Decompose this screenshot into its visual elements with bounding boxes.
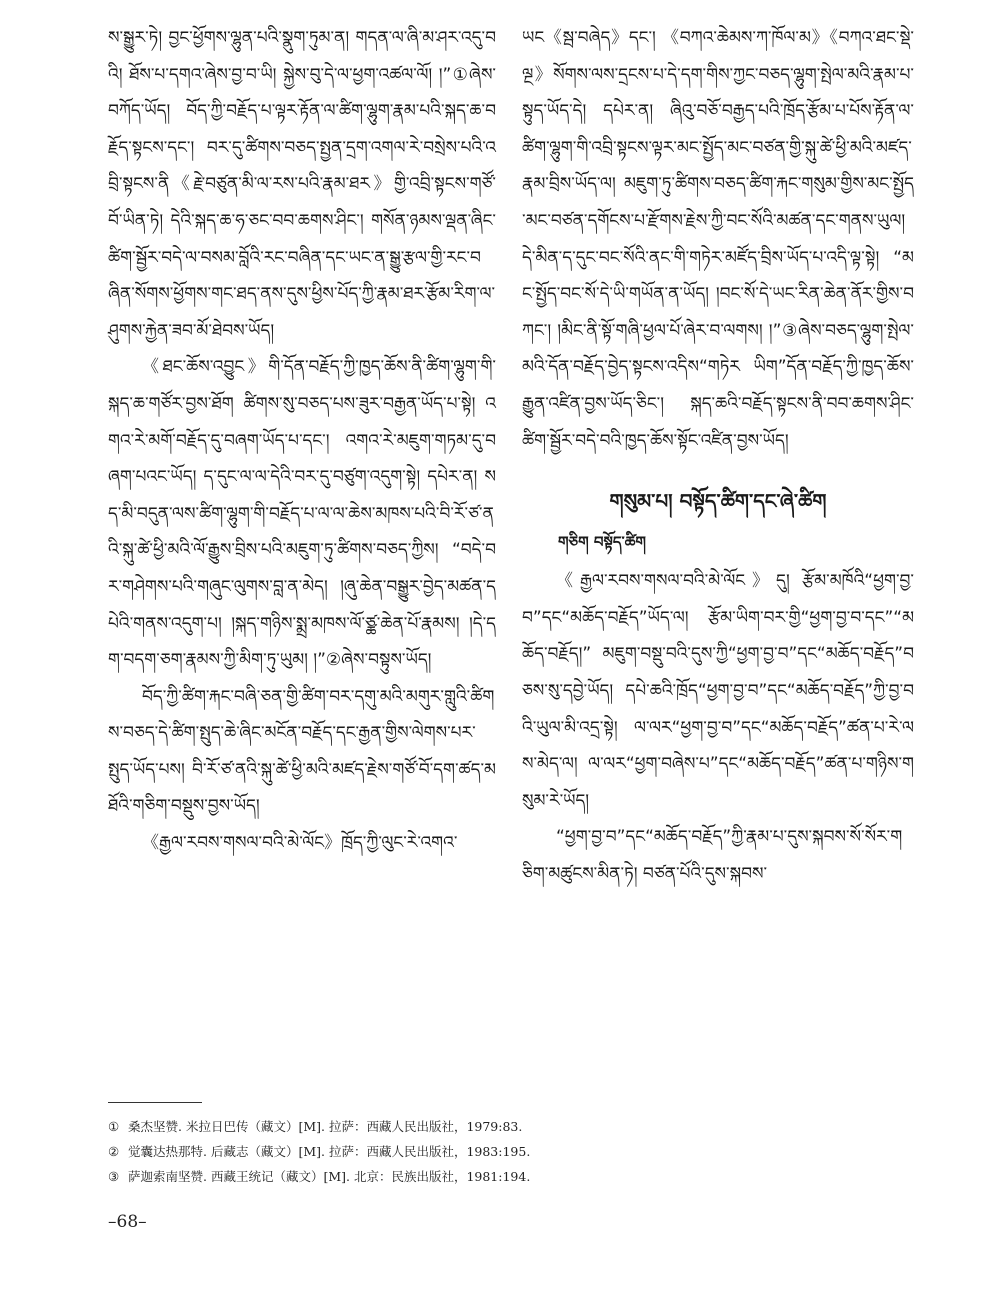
footnote-number: ③ xyxy=(108,1169,120,1184)
footnote xyxy=(108,1114,908,1139)
body-paragraph: བོད་ཀྱི་ཚིག་རྐང་བཞི་ཅན་གྱི་ཚིག་བར་དགུ་མའི་མགུར་གླུའི་ཚིགས་བཅད་དེ་ཚིག་སྤུད་ཆེ་ཞིང་མངོན་བརྗོད་དང་རྒྱན་གྱིས་ལེགས་པར་སྤུད་ཡོད་པས། བི་རོ་ཙ་ནའི་སྐུ་ཚེ་ཕྱི་མའི་མཛད་རྗེས་གཙོ་བོ་དག་ཚད་མཐོའི་གཅིག་བསྡུས་བྱས་ཡོད། xyxy=(108,686,496,817)
page-number: –68– xyxy=(108,1212,147,1232)
body-paragraph: “ཕྱག་བྱ་བ”དང“མཆོད་བརྗོད”ཀྱི་རྣམ་པ་དུས་སྐབས་སོ་སོར་གཅིག་མཚུངས་མིན་ཏེ། བཙན་པོའི་དུས་སྐབས་ xyxy=(522,827,903,884)
body-paragraph: 《རྒྱལ་རབས་གསལ་བའི་མེ་ལོང》ཁྲོད་ཀྱི་ལུང་རེ་འགའ་ xyxy=(142,833,458,854)
body-paragraph: 《རྒྱལ་རབས་གསལ་བའི་མེ་ལོང》དུ། རྩོམ་མཁོའི“ཕྱག་བྱ་བ”དང“མཆོད་བརྗོད”ཡོད་ལ། རྩོམ་ཡིག་བར་གྱི“ཕྱག་བྱ་བ་དང”“མཆོད་བརྗོད།” མཇུག་བསྡུ་བའི་དུས་ཀྱི“ཕྱག་བྱ་བ”དང“མཆོད་བརྗོད”བཅས་སུ་དབྱེ་ཡོད། དཔེ་ཆའི་ཁྲོད“ཕྱག་བྱ་བ”དང“མཆོད་བརྗོད”ཀྱི་བྱ་བའི་ཡུལ་མི་འདྲ་སྟེ། ལ་ལར“ཕྱག་བྱ་བ”དང“མཆོད་བརྗོད”ཚན་པ་རེ་ལས་མེད་ལ། ལ་ལར“ཕྱག་བཞེས་པ”དང“མཆོད་བརྗོད”ཚན་པ་གཉིས་གསུམ་རེ་ཡོད། xyxy=(522,571,914,811)
footnote-number: ① xyxy=(108,1119,120,1134)
footnotes xyxy=(108,1114,908,1189)
body-paragraph: ཡང《སྦ་བཞེད》དང་། 《བཀའ་ཆེམས་ཀ་ཁོལ་མ》《བཀའ་ཐང་སྡེ་ལྔ》སོགས་ལས་དྲངས་པ་དེ་དག་གིས་ཀྱང་བཅད་ལྷུག་སྤེལ་མའི་རྣམ་པ་སྟུད་ཡོད་དེ། དཔེར་ན། ཞིའུ་བཅོ་བརྒྱད་པའི་ཁྲོད་རྩོམ་པ་པོས་རྟོན་ལ་ཚིག་ལྷུག་གི་འབྲི་སྟངས་ལྟར་མང་སྤྱོད་མང་བཙན་གྱི་སྐུ་ཚེ་ཕྱི་མའི་མཛད་རྣམ་བྲིས་ཡོད་ལ། མཇུག་ཏུ་ཚིགས་བཅད་ཚིག་རྐང་གསུམ་གྱིས་མང་སྤྱོད་མང་བཙན་དགོངས་པ་རྫོགས་རྗེས་ཀྱི་བང་སོའི་མཚན་དང་གནས་ཡུལ། དེ་མིན་ད་དུང་བང་སོའི་ནང་གི་གཏེར་མཛོད་བྲིས་ཡོད་པ་འདི་ལྟ་སྟེ། “མང་སྤྱོད་བང་སོ་དེ་ཡི་གཡོན་ན་ཡོད། །བང་སོ་དེ་ཡང་རིན་ཆེན་ནོར་གྱིས་བཀང་། །མིང་ནི་སྟོ་གཞི་ཕྱལ་པོ་ཞེར་བ་ལགས། །”③ཞེས་བཅད་ལྷུག་སྤེལ་མའི་དོན་བརྗོད་བྱེད་སྟངས་འདིས“གཏེར ཡིག”དོན་བརྗོད་ཀྱི་ཁྱད་ཆོས་རྒྱུན་འཛིན་བྱས་ཡོད་ཅིང་། སྐད་ཆའི་བརྗོད་སྟངས་ནི་བབ་ཆགས་ཤིང་ཚིག་སྦྱོར་བདེ་བའི་ཁྱད་ཆོས་སྟོང་འཛིན་བྱས་ཡོད། xyxy=(522,28,914,451)
footnote xyxy=(108,1164,908,1189)
footnote-text: 萨迦索南坚赞. 西藏王统记（藏文）[M]. 北京：民族出版社，1981:194. xyxy=(128,1169,531,1184)
sub-section-title: གཅིག བསྟོད་ཚིག xyxy=(558,533,646,552)
body-paragraph: 《ཐང་ཆོས་འབྱུང》གི་དོན་བརྗོད་ཀྱི་ཁྱད་ཆོས་ནི་ཚིག་ལྷུག་གི་སྐད་ཆ་གཙོར་བྱས་ཐོག ཚིགས་སུ་བཅད་པས་ཟུར་བརྒྱན་ཡོད་པ་སྟེ། འགའ་རེ་མགོ་བརྗོད་དུ་བཞག་ཡོད་པ་དང་། འགའ་རེ་མཇུག་གཏམ་དུ་བཞག་པའང་ཡོད། ད་དུང་ལ་ལ་དེའི་བར་དུ་བཙུག་འདུག་སྟེ། དཔེར་ན། སད་མི་བདུན་ལས་ཚིག་ལྷུག་གི་བརྗོད་པ་ལ་ལ་ཆེས་མཁས་པའི་བི་རོ་ཙ་ནའི་སྐུ་ཚེ་ཕྱི་མའི་ལོ་རྒྱུས་བྲིས་པའི་མཇུག་ཏུ་ཚིགས་བཅད་ཀྱིས། “བདེ་བར་གཤེགས་པའི་གཞུང་ལུགས་བླ་ན་མེད། །ཞུ་ཆེན་བསྒྱུར་བྱེད་མཚན་དཔེའི་གནས་འདུག་པ། །སྐད་གཉིས་སྨྲ་མཁས་ལོ་ཙྪ་ཆེན་པོ་རྣམས། །དེ་དག་བདག་ཅག་རྣམས་ཀྱི་མིག་ཏུ་ཡུམ། །”②ཞེས་བསྟུས་ཡོད། xyxy=(108,357,496,671)
footnote-text: 觉囊达热那特. 后藏志（藏文）[M]. 拉萨：西藏人民出版社，1983:195. xyxy=(128,1144,531,1159)
left-column xyxy=(108,20,496,862)
section-title: གསུམ་པ། བསྟོད་ཚིག་དང་ཞེ་ཚིག xyxy=(609,489,827,514)
footnote xyxy=(108,1139,908,1164)
footnote-divider xyxy=(108,1102,202,1103)
footnote-text: 桑杰坚赞. 米拉日巴传（藏文）[M]. 拉萨：西藏人民出版社，1979:83. xyxy=(128,1119,523,1134)
right-column xyxy=(522,20,914,892)
footnote-number: ② xyxy=(108,1144,120,1159)
body-paragraph: ས་སྒྱུར་ཏེ། བྱང་ཕྱོགས་ལྷུན་པའི་སྣུག་ཏུམ་ན། གདན་ལ་ཞི་མ་ཤར་འདུ་བའི། ཐོས་པ་དགའ་ཞེས་བྱ་བ་ཡི། སྐྱེས་བུ་དེ་ལ་ཕྱག་འཚལ་ལོ། །”①ཞེས་བཀོད་ཡོད། བོད་ཀྱི་བརྗོད་པ་ལྟར་རྟོན་ལ་ཚིག་ལྷུག་རྣམ་པའི་སྐད་ཆ་བརྗོད་སྟངས་དང་། བར་དུ་ཚིགས་བཅད་སྤྱན་དྲག་འགལ་རེ་བསྲེས་པའི་འབྲི་སྟངས་ནི《རྗེ་བཙུན་མི་ལ་རས་པའི་རྣམ་ཐར》གྱི་འབྲི་སྟངས་གཙོ་བོ་ཡིན་ཏེ། དེའི་སྐད་ཆ་ཧ་ཅང་བབ་ཆགས་ཤིང་། གསོན་ཉམས་ལྡན་ཞིང་ཚིག་སྦྱོར་བདེ་ལ་བསམ་བློའི་རང་བཞིན་དང་ཡང་ན་སྒྱུ་རྩལ་གྱི་རང་བཞིན་སོགས་ཕྱོགས་གང་ཐད་ནས་དུས་ཕྱིས་པོད་ཀྱི་རྣམ་ཐར་རྩོམ་རིག་ལ་ཤུགས་རྐྱེན་ཟབ་མོ་ཐེབས་ཡོད། xyxy=(108,28,496,341)
